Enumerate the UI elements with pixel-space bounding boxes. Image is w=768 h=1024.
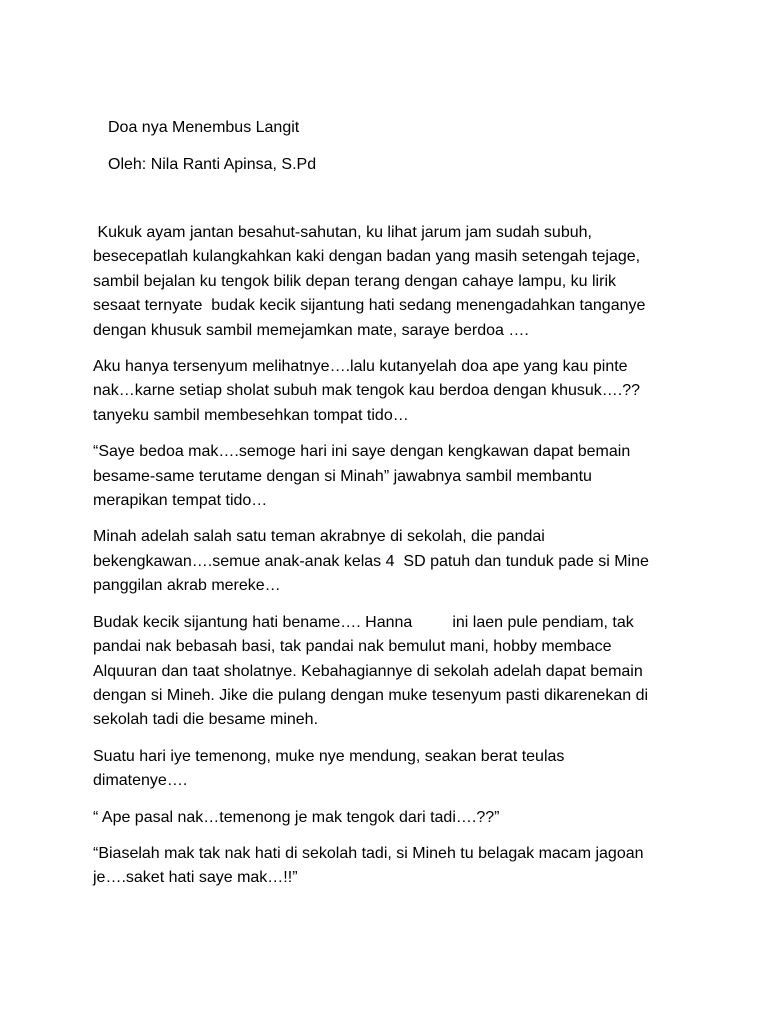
paragraph-line: je….saket hati saye mak…!!” bbox=[93, 869, 298, 887]
paragraph-line: Minah adelah salah satu teman akrabnye di sekolah, die pandai bbox=[93, 528, 545, 546]
paragraph-line: sambil bejalan ku tengok bilik depan terang dengan cahaye lampu, ku lirik bbox=[93, 272, 616, 290]
paragraph-line: Kukuk ayam jantan besahut-sahutan, ku lihat jarum jam sudah subuh, bbox=[93, 224, 592, 241]
paragraph bbox=[93, 611, 673, 733]
paragraph bbox=[93, 745, 673, 794]
paragraph-line: sesaat ternyate budak kecik sijantung hati sedang menengadahkan tanganye bbox=[93, 297, 646, 315]
paragraph-line: dengan khusuk sambil memejamkan mate, saraye berdoa …. bbox=[93, 321, 529, 339]
paragraph-line: besecepatlah kulangkahkan kaki dengan badan yang masih setengah tejage, bbox=[93, 248, 641, 266]
paragraph-line: bekengkawan….semue anak-anak kelas 4 SD patuh dan tunduk pade si Mine bbox=[93, 552, 649, 570]
paragraph-line: Suatu hari iye temenong, muke nye mendung, seakan berat teulas bbox=[93, 747, 565, 765]
paragraph bbox=[93, 221, 673, 343]
paragraph bbox=[93, 525, 673, 598]
paragraph bbox=[93, 355, 673, 428]
paragraph-line: pandai nak bebasah basi, tak pandai nak bemulut mani, hobby membace bbox=[93, 638, 612, 656]
paragraph-line: merapikan tempat tido… bbox=[93, 492, 268, 510]
paragraph-line: nak…karne setiap sholat subuh mak tengok kau berdoa dengan khusuk….?? bbox=[93, 382, 641, 400]
paragraph-line: tanyeku sambil membesehkan tompat tido… bbox=[93, 406, 409, 424]
paragraph-line: sekolah tadi die besame mineh. bbox=[93, 711, 319, 729]
paragraph-line: Aku hanya tersenyum melihatnye….lalu kutanyelah doa ape yang kau pinte bbox=[93, 358, 628, 376]
document-author: Oleh: Nila Ranti Apinsa, S.Pd bbox=[108, 156, 317, 173]
paragraph-line: Alquuran dan taat sholatnye. Kebahagiannye di sekolah adelah dapat bemain bbox=[93, 662, 643, 680]
paragraph-line: panggilan akrab mereke… bbox=[93, 577, 281, 595]
paragraph-line: “Saye bedoa mak….semoge hari ini saye dengan kengkawan dapat bemain bbox=[93, 443, 631, 461]
paragraph-line: “Biaselah mak tak nak hati di sekolah tadi, si Mineh tu belagak macam jagoan bbox=[93, 844, 644, 862]
paragraph bbox=[93, 440, 673, 513]
paragraph bbox=[93, 842, 673, 891]
paragraph-line: “ Ape pasal nak…temenong je mak tengok dari tadi….??” bbox=[93, 808, 500, 826]
paragraph bbox=[93, 806, 673, 830]
paragraph-line: Budak kecik sijantung hati bename…. Hanna ini laen pule pendiam, tak bbox=[93, 613, 634, 631]
paragraph-line: dengan si Mineh. Jike die pulang dengan muke tesenyum pasti dikarenekan di bbox=[93, 686, 649, 704]
document-title: Doa nya Menembus Langit bbox=[108, 119, 300, 136]
paragraph-line: besame-same terutame dengan si Minah” jawabnya sambil membantu bbox=[93, 467, 592, 485]
document-body bbox=[93, 221, 673, 903]
paragraph-line: dimatenye…. bbox=[93, 772, 188, 790]
